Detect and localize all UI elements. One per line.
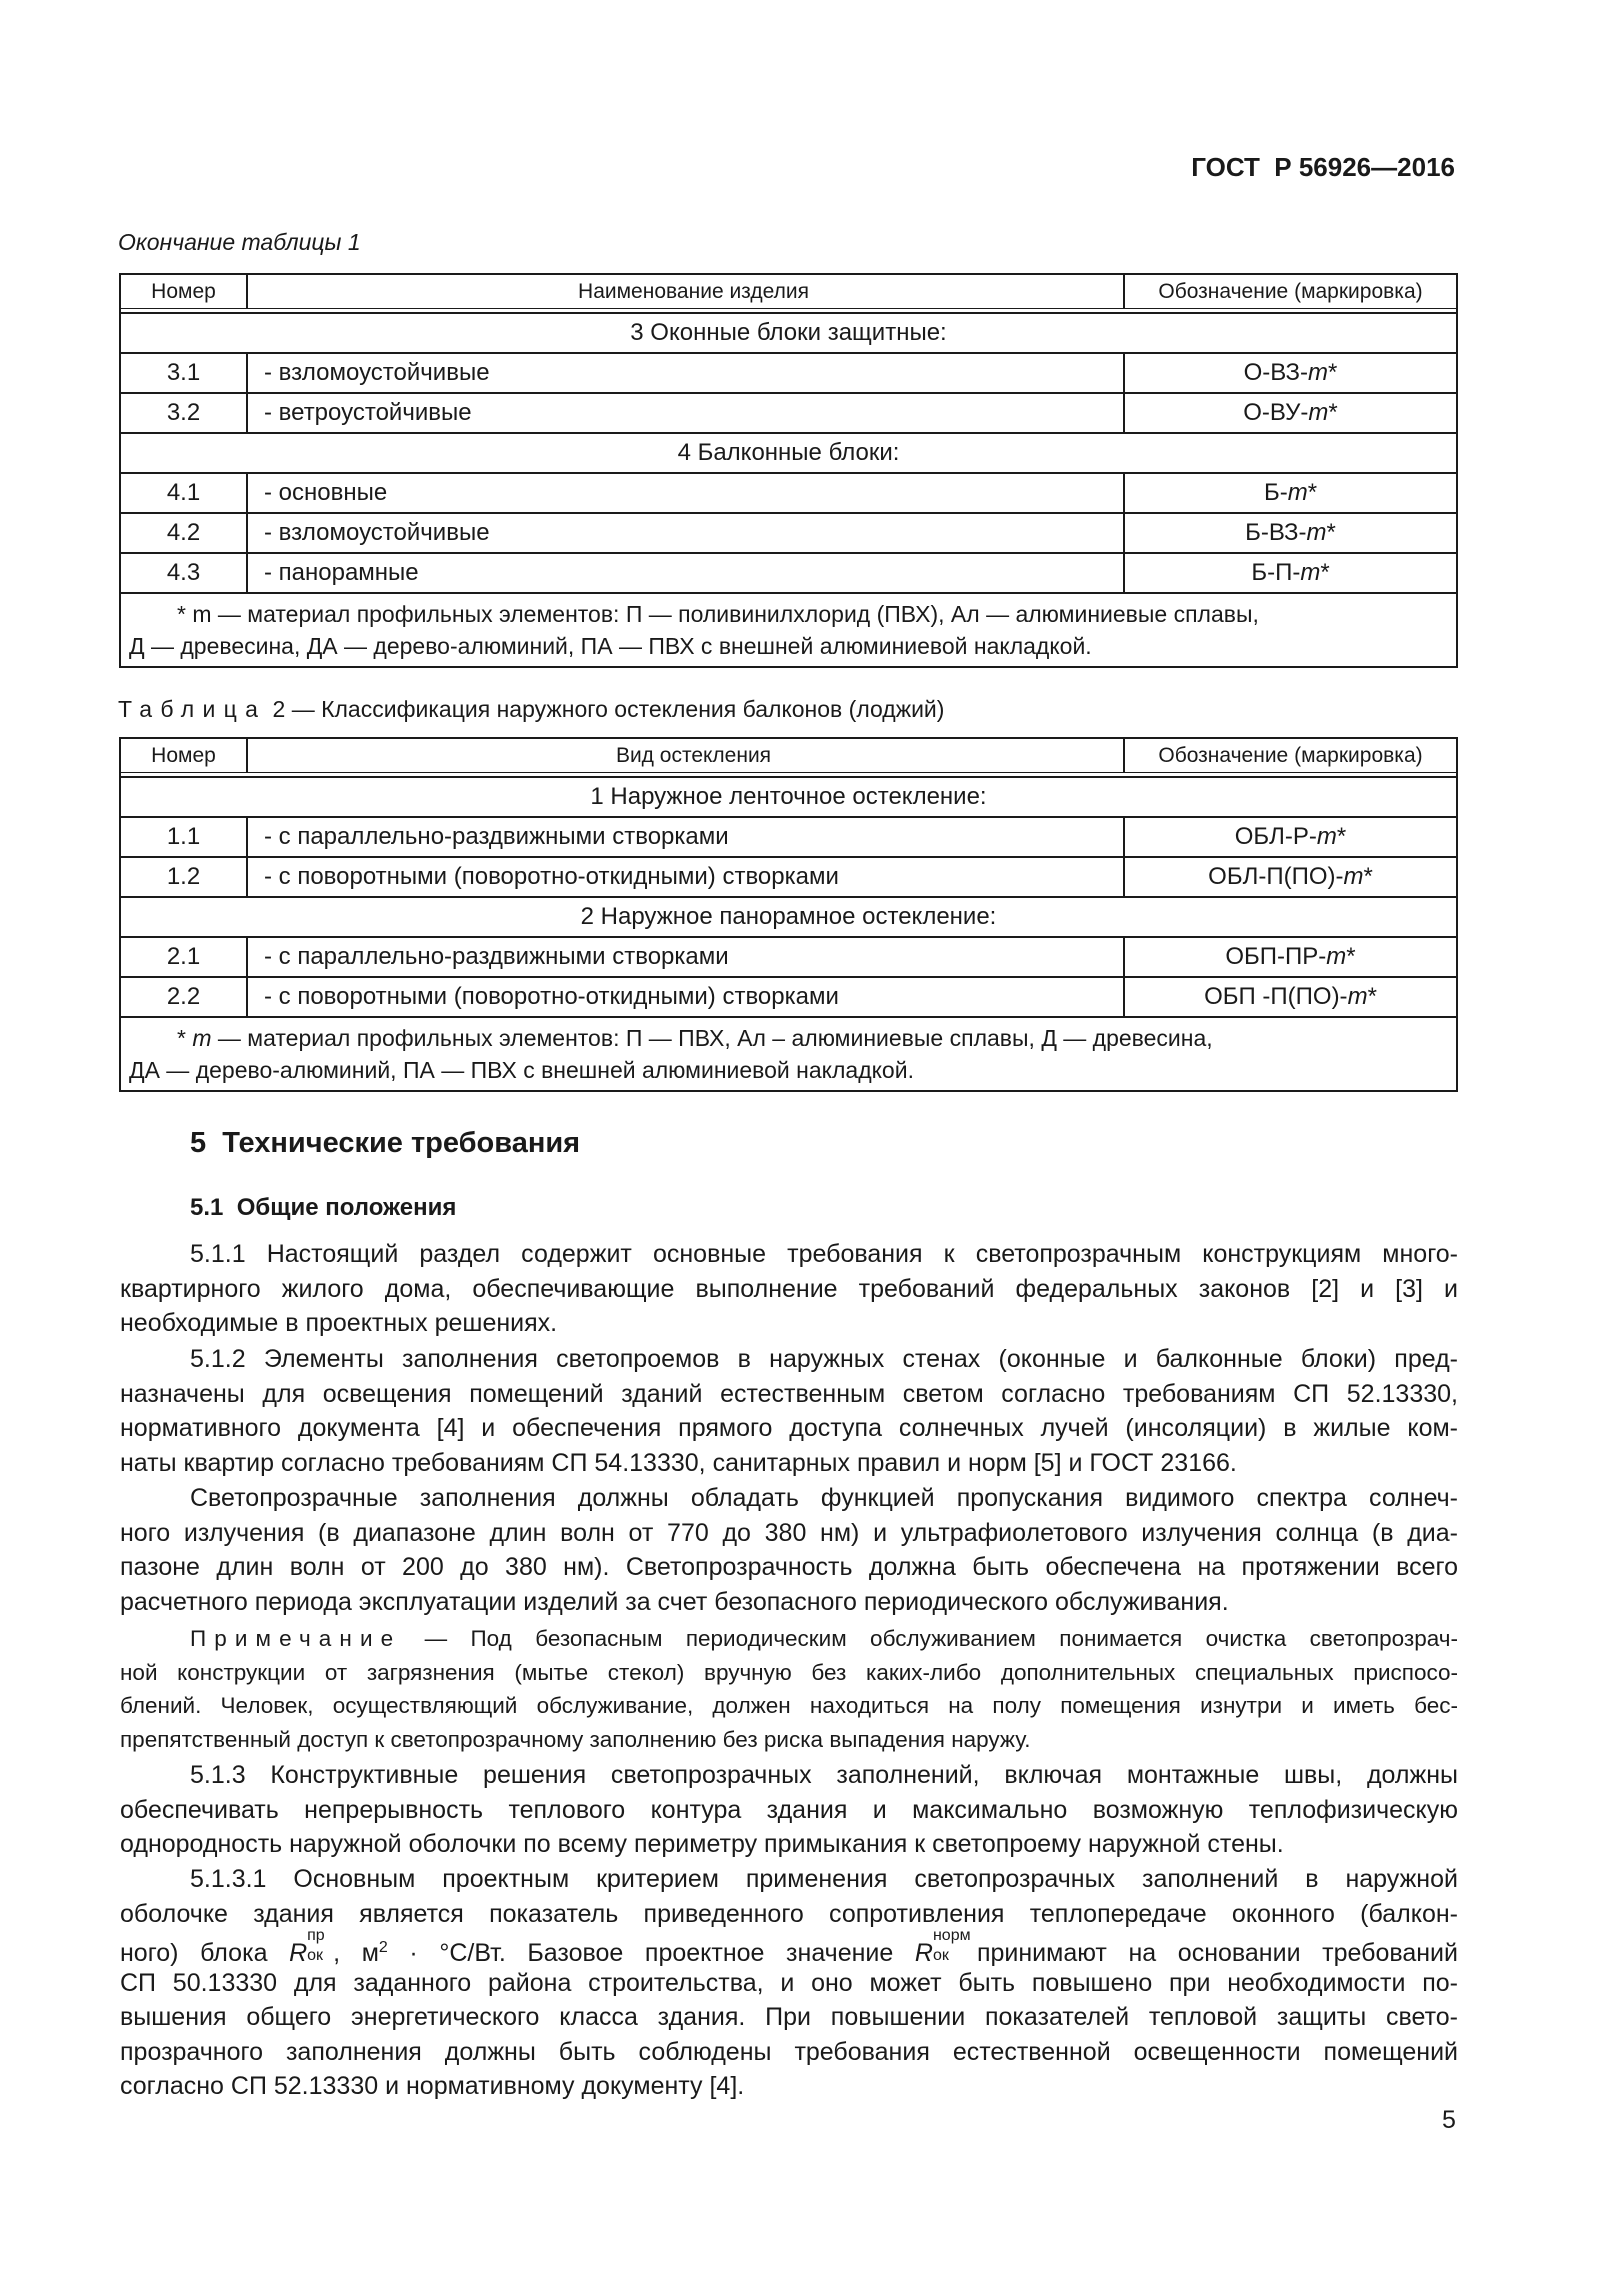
- table-footnote: [120, 1017, 1457, 1091]
- row-number: 4.2: [120, 513, 247, 553]
- text-segment: , м: [333, 1939, 379, 1967]
- table-row: [120, 977, 1457, 1017]
- footnote-line: ДА — дерево-алюминий, ПА — ПВХ с внешней алюминиевой накладкой.: [129, 1057, 914, 1083]
- text-line: однородность наружной оболочки по всему периметру примыкания к светопроему наружной стены.: [120, 1830, 1284, 1858]
- row-designation: [1124, 353, 1457, 393]
- text-line: препятственный доступ к светопрозрачному заполнению без риска выпадения наружу.: [120, 1726, 1031, 1752]
- section-title: 4 Балконные блоки:: [120, 433, 1457, 473]
- resistance-symbol: [914, 1927, 971, 1971]
- symbol-superscript: пр: [307, 1927, 325, 1944]
- designation-suffix: *: [1367, 983, 1377, 1010]
- section-heading: 5 Технические требования: [190, 1127, 581, 1159]
- designation-prefix: Б-П-: [1251, 559, 1301, 586]
- text-line: нормативного документа [4] и обеспечения прямого доступа солнечных лучей (инсоляции) в жилые ком-: [120, 1414, 1458, 1442]
- row-designation: [1124, 393, 1457, 433]
- text-line: назначены для освещения помещений зданий естественным светом согласно требованиям СП 52.13330,: [120, 1379, 1458, 1408]
- symbol-superscript: норм: [932, 1927, 971, 1944]
- designation-suffix: *: [1328, 359, 1338, 386]
- note-label: Примечание: [190, 1626, 402, 1651]
- designation-suffix: *: [1363, 863, 1373, 890]
- row-name: - с параллельно-раздвижными створками: [247, 817, 1124, 857]
- row-name: - взломоустойчивые: [247, 353, 1124, 393]
- table2-caption-label: Таблица: [118, 696, 267, 722]
- column-header: Номер: [120, 738, 247, 773]
- row-designation: [1124, 473, 1457, 513]
- text-line: наты квартир согласно требованиям СП 54.13330, санитарных правил и норм [5] и ГОСТ 23166.: [120, 1448, 1237, 1477]
- table-section-row: [120, 777, 1457, 817]
- row-number: 2.2: [120, 977, 247, 1017]
- designation-suffix: *: [1328, 399, 1338, 426]
- column-header: Номер: [120, 274, 247, 309]
- designation-material-var: m: [1347, 983, 1368, 1010]
- footnote-line: * m — материал профильных элементов: П — поливинилхлорид (ПВХ), Ал — алюминиевые сплавы,: [177, 601, 1259, 627]
- paragraph-5-1-1: [120, 1237, 1458, 1341]
- designation-material-var: m: [1316, 823, 1337, 850]
- resistance-symbol: [289, 1927, 325, 1971]
- designation-prefix: ОБП -П(ПО)-: [1204, 983, 1348, 1010]
- note-text: — Под безопасным периодическим обслуживанием понимается очистка светопрозрач-: [401, 1626, 1458, 1651]
- text-line: вышения общего энергетического класса здания. При повышении показателей тепловой защиты свето-: [120, 2003, 1458, 2031]
- designation-suffix: *: [1346, 943, 1356, 970]
- designation-prefix: ОБЛ-Р-: [1234, 823, 1317, 850]
- paragraph-5-1-3: [120, 1758, 1458, 1862]
- text-line: оболочке здания является показатель приведенного сопротивления теплопередаче оконного (балкон-: [120, 1899, 1458, 1928]
- designation-suffix: *: [1336, 823, 1347, 850]
- symbol-subscript: ок: [932, 1947, 949, 1964]
- text-line: Светопрозрачные заполнения должны обладать функцией пропускания видимого спектра солнеч-: [190, 1484, 1458, 1512]
- row-name: - с параллельно-раздвижными створками: [247, 937, 1124, 977]
- table2-caption-text: 2 — Классификация наружного остекления балконов (лоджий): [266, 696, 945, 722]
- text-line: [120, 1927, 1458, 1967]
- row-number: 3.2: [120, 393, 247, 433]
- superscript: 2: [378, 1939, 388, 1956]
- column-header: Обозначение (маркировка): [1124, 738, 1457, 773]
- designation-prefix: О-ВУ-: [1243, 399, 1309, 426]
- paragraph-light-transmission: [120, 1481, 1458, 1619]
- table2-caption: [118, 694, 944, 724]
- text-line: ного излучения (в диапазоне длин волн от 770 до 380 нм) и ультрафиолетового излучения солнца (в диа-: [120, 1518, 1458, 1547]
- designation-material-var: m: [1308, 359, 1328, 386]
- designation-suffix: *: [1307, 479, 1318, 506]
- table-header-row: [120, 738, 1457, 773]
- designation-material-var: m: [1306, 519, 1327, 546]
- designation-prefix: ОБП-ПР-: [1225, 943, 1327, 970]
- table-section-row: [120, 897, 1457, 937]
- footnote-material-var: m: [192, 1025, 212, 1051]
- text-line: расчетного периода эксплуатации изделий за счет безопасного периодического обслуживания.: [120, 1587, 1229, 1616]
- row-number: 3.1: [120, 353, 247, 393]
- section-title: 3 Оконные блоки защитные:: [120, 313, 1457, 353]
- table-row: [120, 553, 1457, 593]
- table-row: [120, 353, 1457, 393]
- table-2: [119, 737, 1458, 1092]
- table-row: [120, 857, 1457, 897]
- text-line: согласно СП 52.13330 и нормативному документу [4].: [120, 2072, 745, 2100]
- paragraph-5-1-2: [120, 1342, 1458, 1480]
- text-line: 5.1.3.1 Основным проектным критерием применения светопрозрачных заполнений в наружной: [190, 1865, 1458, 1893]
- text-line: 5.1.1 Настоящий раздел содержит основные требования к светопрозрачным конструкциям много-: [190, 1240, 1458, 1268]
- designation-material-var: m: [1300, 559, 1321, 586]
- designation-prefix: Б-ВЗ-: [1245, 519, 1307, 546]
- text-line: 5.1.2 Элементы заполнения светопроемов в наружных стенах (оконные и балконные блоки) пред-: [190, 1345, 1458, 1373]
- table-header-row: [120, 274, 1457, 309]
- symbol-subscript: ок: [307, 1947, 324, 1964]
- row-name: - с поворотными (поворотно-откидными) створками: [247, 857, 1124, 897]
- table-row: [120, 473, 1457, 513]
- table-footnote: [120, 593, 1457, 667]
- designation-material-var: m: [1343, 863, 1364, 890]
- table1-caption: Окончание таблицы 1: [118, 229, 361, 255]
- column-header: Вид остекления: [247, 738, 1124, 773]
- row-designation: [1124, 553, 1457, 593]
- row-name: - с поворотными (поворотно-откидными) створками: [247, 977, 1124, 1017]
- table-row: [120, 817, 1457, 857]
- table-row: [120, 393, 1457, 433]
- designation-suffix: *: [1320, 559, 1330, 586]
- text-line: необходимые в проектных решениях.: [120, 1309, 558, 1337]
- text-segment: принимают на основании требований: [976, 1939, 1458, 1967]
- symbol-letter: R: [914, 1939, 933, 1967]
- paragraph-5-1-3-1: [120, 1862, 1458, 2104]
- row-name: - панорамные: [247, 553, 1124, 593]
- row-designation: [1124, 977, 1457, 1017]
- designation-material-var: m: [1308, 399, 1329, 426]
- row-number: 4.3: [120, 553, 247, 593]
- row-name: - ветроустойчивые: [247, 393, 1124, 433]
- note-paragraph: [120, 1622, 1458, 1756]
- row-designation: [1124, 937, 1457, 977]
- table-row: [120, 937, 1457, 977]
- text-segment: ного) блока: [120, 1939, 290, 1967]
- row-designation: [1124, 857, 1457, 897]
- designation-prefix: Б-: [1263, 479, 1288, 506]
- row-designation: [1124, 513, 1457, 553]
- table-section-row: [120, 433, 1457, 473]
- subsection-heading: 5.1 Общие положения: [190, 1194, 457, 1221]
- row-number: 4.1: [120, 473, 247, 513]
- footnote-line: * m — материал профильных элементов: П — ПВХ, Ал – алюминиевые сплавы, Д — древесина,: [177, 1025, 1213, 1051]
- footnote-line: Д — древесина, ДА — дерево-алюминий, ПА — ПВХ с внешней алюминиевой накладкой.: [129, 633, 1092, 659]
- section-title: 2 Наружное панорамное остекление:: [120, 897, 1457, 937]
- designation-material-var: m: [1287, 479, 1308, 506]
- table-row: [120, 513, 1457, 553]
- text-line: обеспечивать непрерывность теплового контура здания и максимально возможную теплофизическую: [120, 1795, 1458, 1824]
- designation-material-var: m: [1326, 943, 1347, 970]
- row-number: 2.1: [120, 937, 247, 977]
- table-footnote-row: [120, 1017, 1457, 1091]
- designation-prefix: О-ВЗ-: [1243, 359, 1308, 386]
- section-title: 1 Наружное ленточное остекление:: [120, 777, 1457, 817]
- text-line: квартирного жилого дома, обеспечивающие выполнение требований федеральных законов [2] и [3] и: [120, 1274, 1458, 1303]
- document-code-header: ГОСТ Р 56926—2016: [1191, 152, 1455, 182]
- column-header: Обозначение (маркировка): [1124, 274, 1457, 309]
- row-name: - основные: [247, 473, 1124, 513]
- text-line: [120, 1622, 1458, 1656]
- row-number: 1.2: [120, 857, 247, 897]
- page-number: 5: [1442, 2106, 1456, 2134]
- designation-suffix: *: [1326, 519, 1336, 546]
- row-name: - взломоустойчивые: [247, 513, 1124, 553]
- row-number: 1.1: [120, 817, 247, 857]
- column-header: Наименование изделия: [247, 274, 1124, 309]
- symbol-letter: R: [289, 1939, 308, 1967]
- table-1: [119, 273, 1458, 668]
- text-line: пазоне длин волн от 200 до 380 нм). Светопрозрачность должна быть обеспечена на протяжении всего: [120, 1553, 1458, 1581]
- text-line: прозрачного заполнения должны быть соблюдены требования естественной освещенности помещений: [120, 2037, 1458, 2066]
- text-line: ной конструкции от загрязнения (мытье стекол) вручную без каких-либо дополнительных специальных приспосо-: [120, 1659, 1458, 1685]
- text-segment: · °С/Вт. Базовое проектное значение: [387, 1939, 915, 1967]
- row-designation: [1124, 817, 1457, 857]
- designation-prefix: ОБЛ-П(ПО)-: [1208, 863, 1344, 890]
- table-footnote-row: [120, 593, 1457, 667]
- table-section-row: [120, 313, 1457, 353]
- text-line: блений. Человек, осуществляющий обслуживание, должен находиться на полу помещения изнутри и иметь бес-: [120, 1693, 1458, 1718]
- text-line: СП 50.13330 для заданного района строительства, и оно может быть повышено при необходимости по-: [120, 1968, 1458, 1997]
- text-line: 5.1.3 Конструктивные решения светопрозрачных заполнений, включая монтажные швы, должны: [190, 1761, 1458, 1789]
